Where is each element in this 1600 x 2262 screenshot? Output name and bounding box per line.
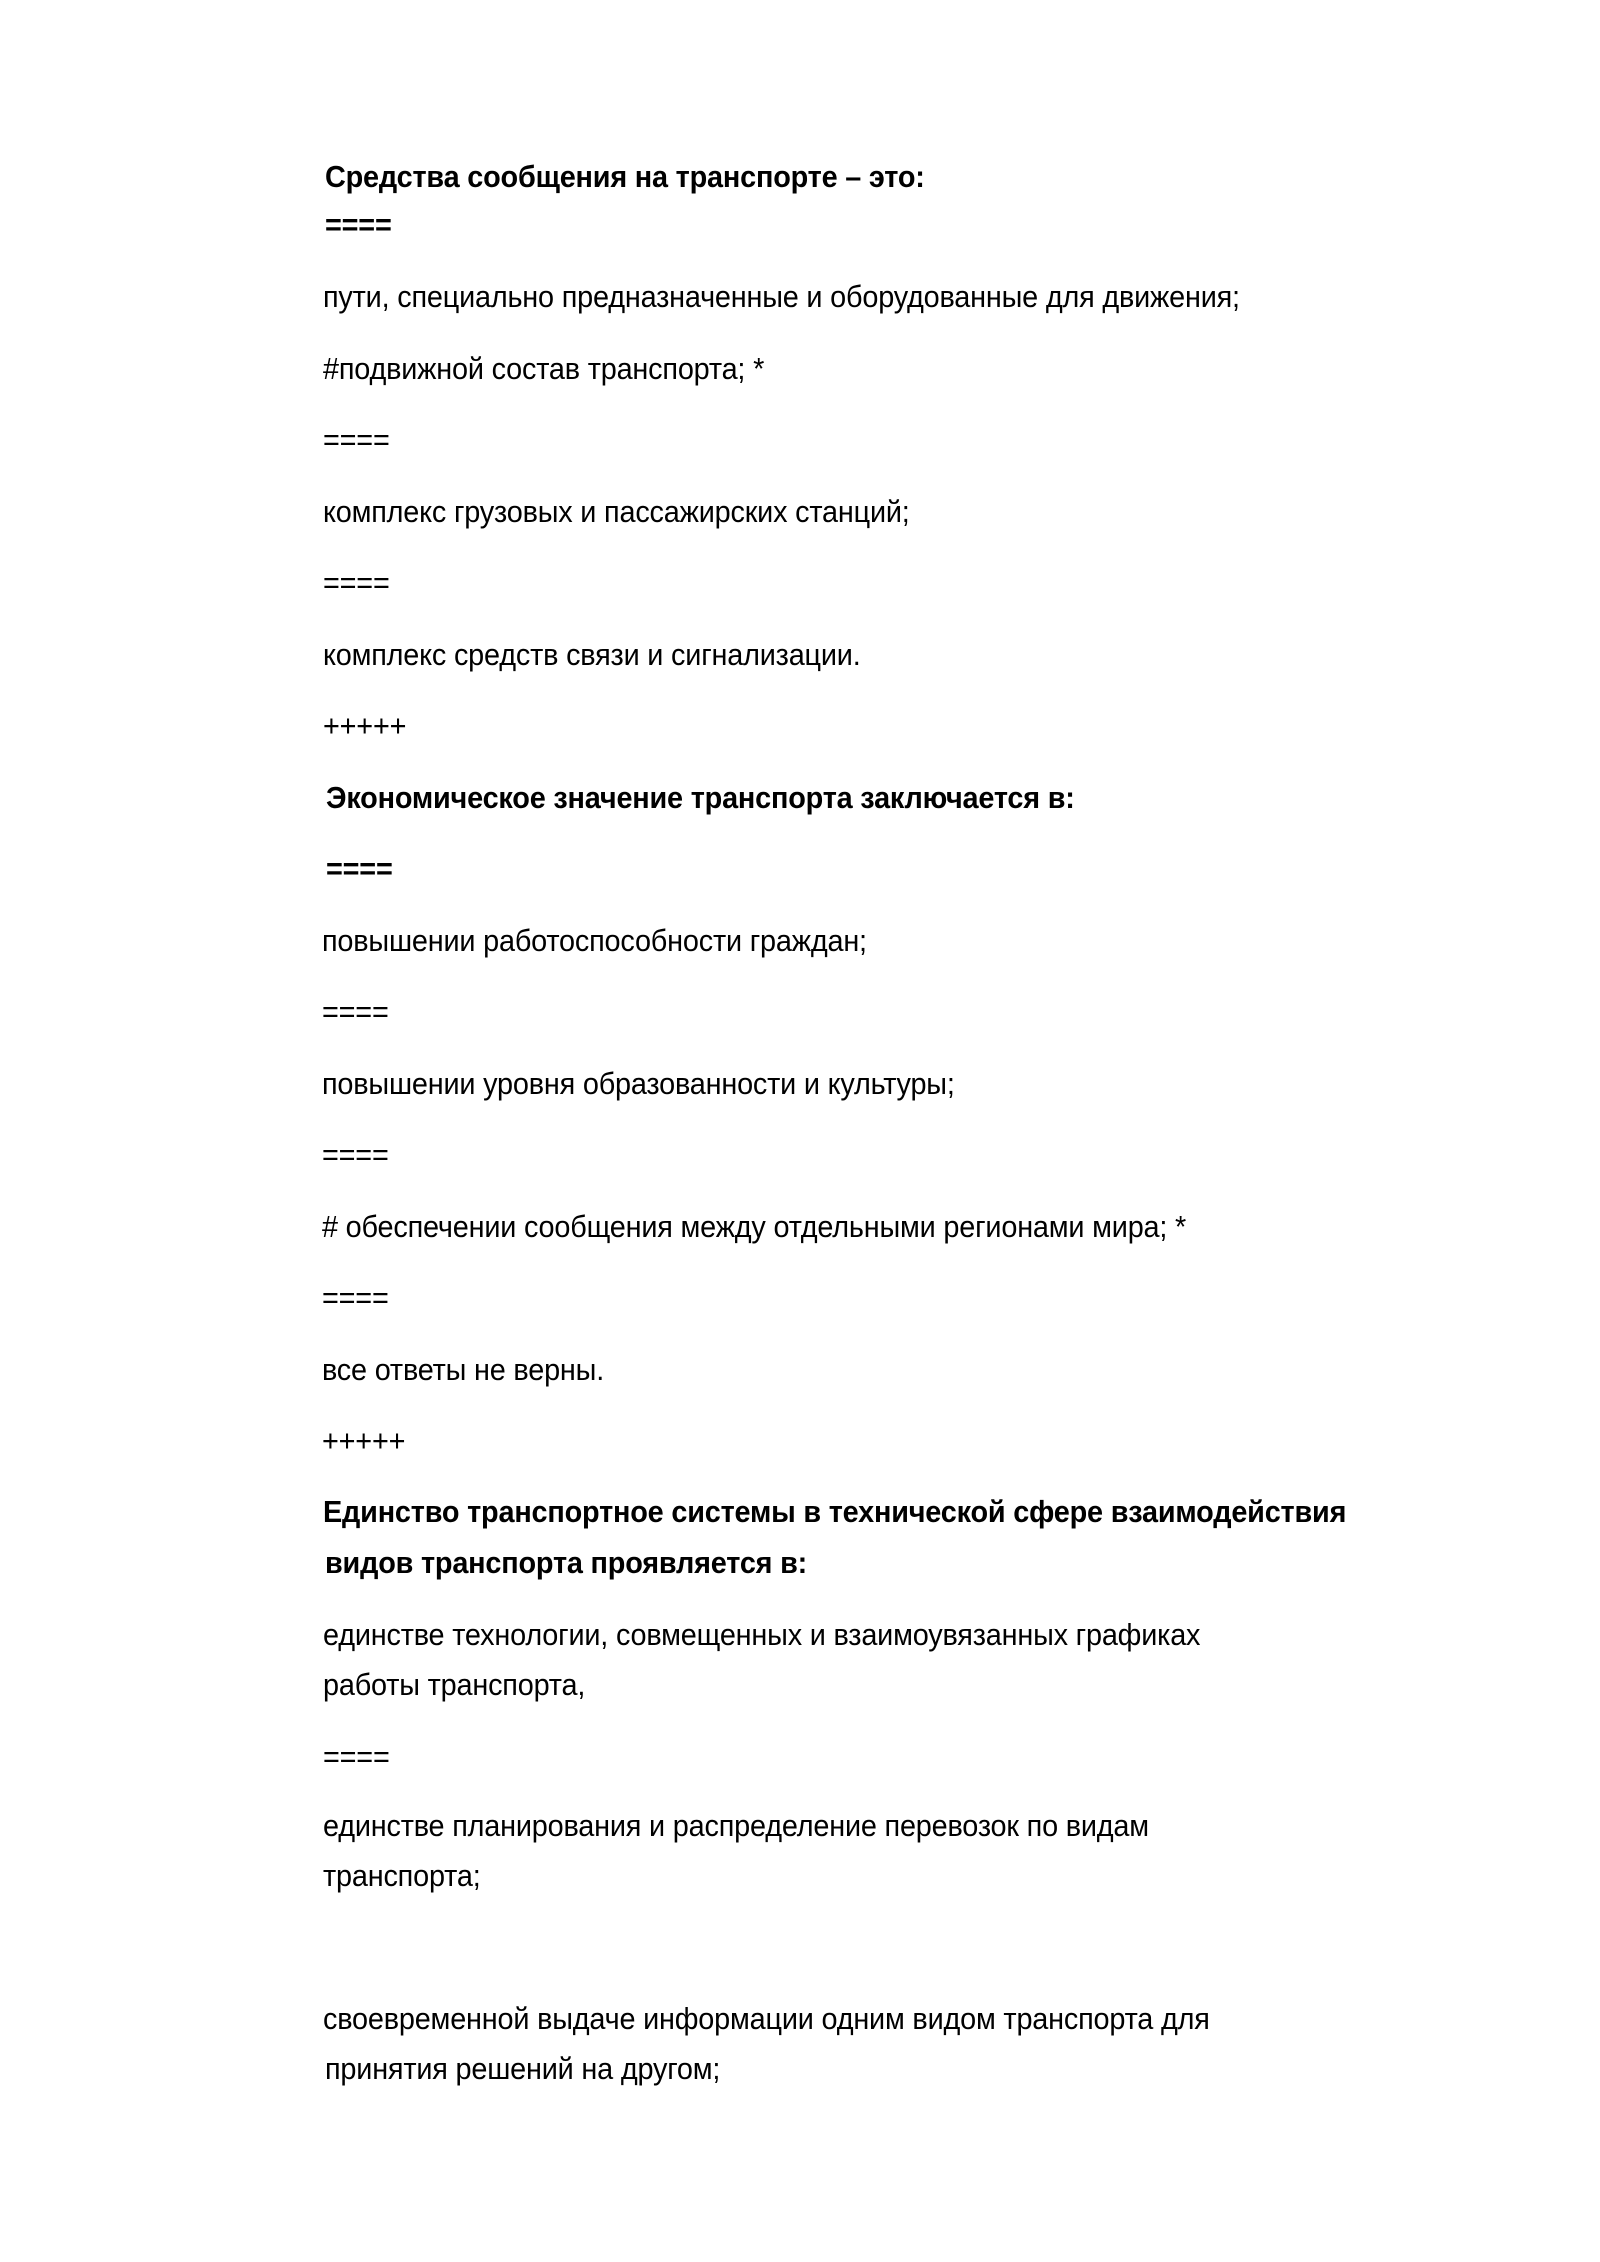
answer-option: повышении работоспособности граждан;: [322, 923, 867, 958]
question-end-marker: +++++: [323, 708, 407, 743]
answer-option-line-2: принятия решений на другом;: [325, 2051, 721, 2086]
separator: ====: [322, 994, 389, 1029]
separator: ====: [322, 1280, 389, 1315]
answer-option-correct: # обеспечении сообщения между отдельными регионами мира; *: [322, 1209, 1187, 1244]
answer-option-line-1: единстве технологии, совмещенных и взаимоувязанных графиках: [323, 1617, 1201, 1652]
question-end-marker: +++++: [322, 1423, 406, 1458]
answer-option: повышении уровня образованности и культуры;: [322, 1066, 955, 1101]
question-3-title-line-2: видов транспорта проявляется в:: [325, 1545, 808, 1580]
question-3-title-line-1: Единство транспортное системы в технической сфере взаимодействия: [323, 1494, 1347, 1529]
separator: ====: [326, 851, 393, 886]
separator: ====: [323, 1739, 390, 1774]
answer-option: пути, специально предназначенные и оборудованные для движения;: [323, 279, 1240, 314]
answer-option-line-2: транспорта;: [323, 1858, 481, 1893]
question-1-title: Средства сообщения на транспорте – это:: [325, 159, 925, 194]
answer-option-line-2: работы транспорта,: [323, 1667, 586, 1702]
answer-option-correct: #подвижной состав транспорта; *: [323, 351, 765, 386]
answer-option-line-1: единстве планирования и распределение перевозок по видам: [323, 1808, 1149, 1843]
answer-option: комплекс грузовых и пассажирских станций;: [323, 494, 910, 529]
separator: ====: [323, 422, 390, 457]
separator: ====: [325, 207, 392, 242]
question-2-title: Экономическое значение транспорта заключается в:: [326, 780, 1075, 815]
answer-option-line-1: своевременной выдаче информации одним видом транспорта для: [323, 2001, 1210, 2036]
separator: ====: [323, 565, 390, 600]
answer-option: комплекс средств связи и сигнализации.: [323, 637, 861, 672]
answer-option: все ответы не верны.: [322, 1352, 605, 1387]
separator: ====: [322, 1137, 389, 1172]
